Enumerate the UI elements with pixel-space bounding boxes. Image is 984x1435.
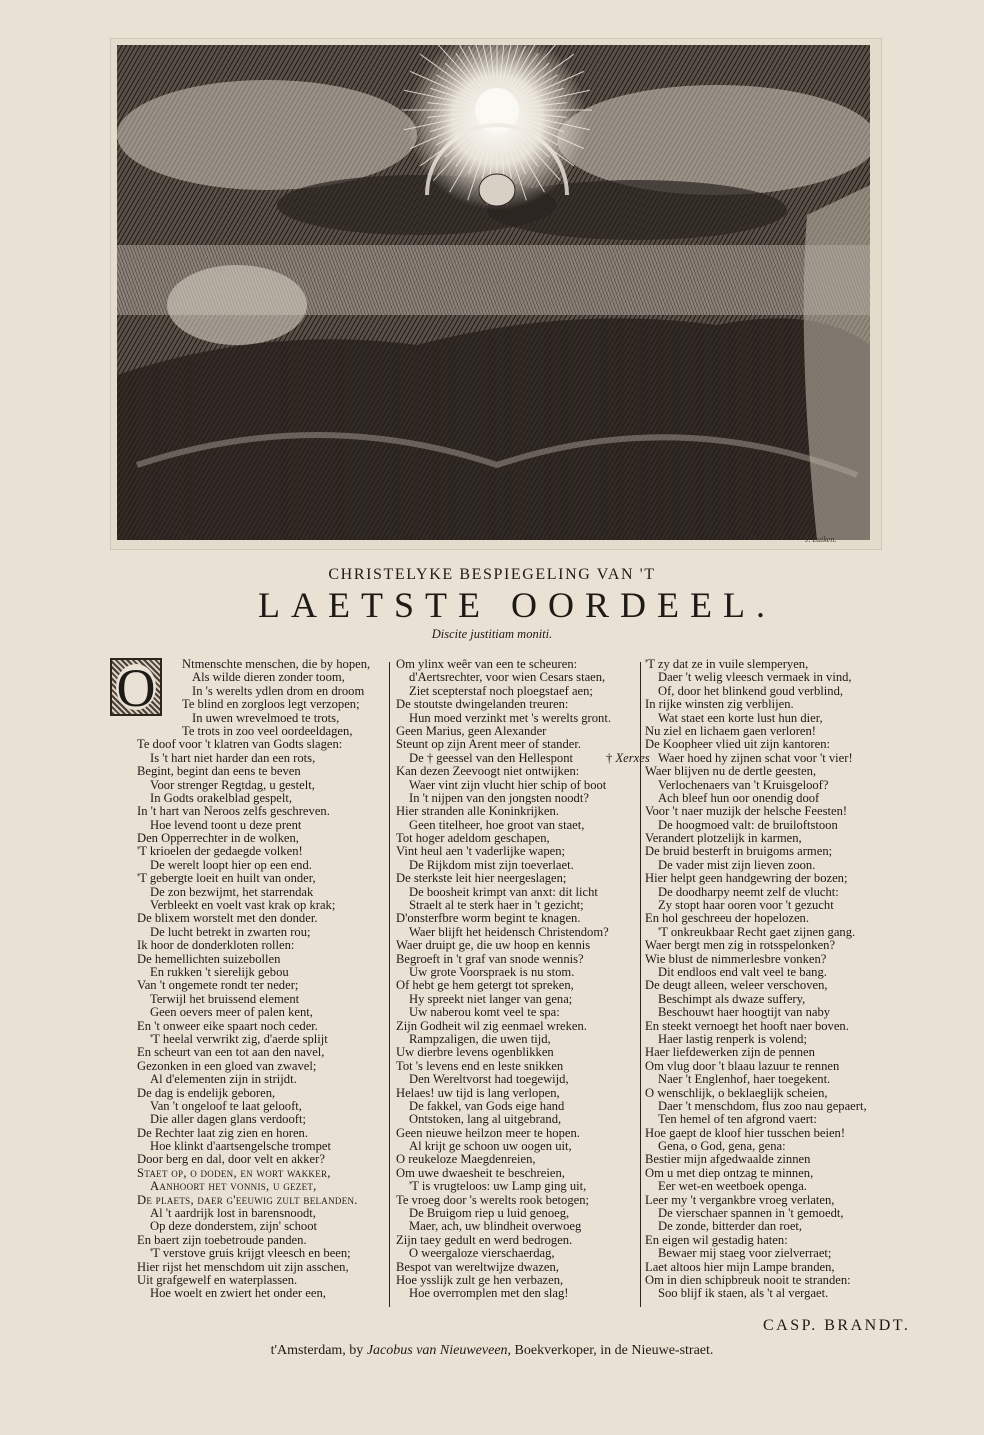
imprint-publisher: Jacobus van Nieuweveen <box>366 1343 508 1358</box>
poem-line: Geen Marius, geen Alexander <box>396 723 547 738</box>
poem-line: Aanhoort het vonnis, u gezet, <box>150 1179 317 1194</box>
poem-line: 'T verstove gruis krijgt vleesch en been; <box>150 1246 351 1261</box>
poem-line: 'T zy dat ze in vuile slemperyen, <box>645 657 809 671</box>
poem-line: Of, door het blinkend goud verblind, <box>658 683 844 698</box>
poem-line: Uw naberou komt veel te spa: <box>409 1005 560 1020</box>
note-text: Xerxes <box>615 750 650 765</box>
poem-line: Bespot van wereltwijze dwazen, <box>396 1259 559 1274</box>
poem-line: Straelt al te sterk haer in 't gezicht; <box>409 898 584 913</box>
poem-line: Hier helpt geen handgewring der bozen; <box>645 871 848 886</box>
poem-line: En steekt vernoegt het hooft naer boven. <box>645 1018 849 1033</box>
poem-line: Eer wet-en weetboek openga. <box>658 1179 807 1194</box>
poem-line: Waer druipt ge, die uw hoop en kennis <box>396 938 591 953</box>
poem-line: De Koopheer vlied uit zijn kantoren: <box>645 737 831 752</box>
poem-line: Den Wereltvorst had toegewijd, <box>409 1072 569 1087</box>
poem-column-3 <box>645 658 867 1301</box>
poem-line: Te trots in zoo veel oordeeldagen, <box>182 723 353 738</box>
poem-line: Of hebt ge hem getergt tot spreken, <box>396 978 574 993</box>
drop-cap-letter: O <box>116 658 156 718</box>
poem-line: De blixem worstelt met den donder. <box>137 911 318 926</box>
poem-line: Te doof voor 't klatren van Godts slagen: <box>137 737 343 752</box>
poem-line: De Rechter laat zig zien en horen. <box>137 1125 308 1140</box>
poem-line: 'T gebergte loeit en huilt van onder, <box>137 871 316 886</box>
poem-line: Rampzaligen, die uwen tijd, <box>409 1031 551 1046</box>
poem-line: Leer my 't vergankbre vroeg verlaten, <box>645 1192 835 1207</box>
poem-line: Zy stopt haar ooren voor 't gezucht <box>658 898 834 913</box>
poem-line: Uw grote Voorspraek is nu stom. <box>409 964 575 979</box>
poem-line: Wie blust de nimmerlesbre vonken? <box>645 951 827 966</box>
poem-line: Hoe klinkt d'aartsengelsche trompet <box>150 1139 331 1154</box>
imprint <box>0 1343 984 1359</box>
poem-line: D'onsterfbre worm begint te knagen. <box>396 911 581 926</box>
poem-line: De dag is endelijk geboren, <box>137 1085 276 1100</box>
poem-line: De Bruigom riep u luid genoeg, <box>409 1206 570 1221</box>
poem-line: De sterkste leit hier neergeslagen; <box>396 871 567 886</box>
poem-line: De hoogmoed valt: de bruiloftstoon <box>658 817 838 832</box>
poem-line: In 's werelts ydlen drom en droom <box>192 683 365 698</box>
poem-line: Om vlug door 't blaau lazuur te rennen <box>645 1058 840 1073</box>
poem-line: De plaets, daer g'eeuwig zult belanden. <box>137 1192 358 1207</box>
poem-line: Voor 't naer muzijk der helsche Feesten! <box>645 804 848 819</box>
poem-line: Naer 't Englenhof, haer toegekent. <box>658 1072 831 1087</box>
crowd <box>117 318 870 540</box>
poem-line: Geen nieuwe heilzon meer te hopen. <box>396 1125 580 1140</box>
poem-line: Laet altoos hier mijn Lampe branden, <box>645 1259 835 1274</box>
poem-line: Geen titelheer, hoe groot van staet, <box>409 817 585 832</box>
poem-line: Verandert plotzelijk in karmen, <box>645 831 802 846</box>
poem-line: Om in dien schipbreuk nooit te stranden: <box>645 1272 851 1287</box>
poem-line: Steunt op zijn Arent meer of stander. <box>396 737 582 752</box>
poem-line: En hol geschreeu der hopelozen. <box>645 911 810 926</box>
poem-line: Daer 't menschdom, flus zoo nau gepaert, <box>658 1098 867 1113</box>
poem-line: Hoe ysslijk zult ge hen verbazen, <box>396 1272 564 1287</box>
poem-line: De boosheit krimpt van anxt: dit licht <box>409 884 598 899</box>
poem-line: Ntmenschte menschen, die by hopen, <box>182 657 371 671</box>
poem-line: Om u met diep ontzag te minnen, <box>645 1165 814 1180</box>
poem-line: Hun moed verzinkt met 's werelts gront. <box>409 710 611 725</box>
poem-line: Beschouwt haer hoogtijt van naby <box>658 1005 831 1020</box>
poem-line: Hoe overromplen met den slag! <box>409 1286 569 1301</box>
engraver-signature: J. Luiken. <box>805 535 837 544</box>
poem-line: Ach bleef hun oor onendig doof <box>658 790 820 805</box>
poem-line: Dit endloos end valt veel te bang. <box>658 964 827 979</box>
poem-line: Kan dezen Zeevoogt niet ontwijken: <box>396 764 580 779</box>
poem-line: Nu ziel en lichaem gaen verloren! <box>645 723 816 738</box>
poem-line: 'T heelal verwrikt zig, d'aerde splijt <box>150 1031 328 1046</box>
poem-line: In 't nijpen van den jongsten noodt? <box>409 790 589 805</box>
poem-line: Den Opperrechter in de wolken, <box>137 831 299 846</box>
margin-note <box>606 752 650 765</box>
poem-line: Ontstoken, lang al uitgebrand, <box>409 1112 562 1127</box>
poem-line: En eigen wil gestadig haten: <box>645 1232 788 1247</box>
poem-line: De fakkel, van Gods eige hand <box>409 1098 565 1113</box>
poem-line: De vader mist zijn lieven zoon. <box>658 857 816 872</box>
poem-line: Vint heul aen 't vaderlijke wapen; <box>396 844 566 859</box>
poem-line: Haer liefdewerken zijn de pennen <box>645 1045 815 1060</box>
globe <box>479 174 515 206</box>
poem-line: Wat staet een korte lust hun dier, <box>658 710 823 725</box>
poem-line: De doodharpy neemt zelf de vlucht: <box>658 884 839 899</box>
poem-line: 'T is vrugteloos: uw Lamp ging uit, <box>409 1179 587 1194</box>
poem-line: En 't onweer eike spaart noch ceder. <box>137 1018 318 1033</box>
poem-line: Van 't ongemete rondt ter neder; <box>137 978 299 993</box>
poem-line: Te blind en zorgloos legt verzopen; <box>182 697 360 712</box>
poem-line: Begint, begint dan eens te beven <box>137 764 301 779</box>
poem-line: Die aller dagen glans verdooft; <box>150 1112 306 1127</box>
poem-line: In uwen wrevelmoed te trots, <box>192 710 340 725</box>
column-divider <box>389 662 390 1307</box>
last-judgment-engraving <box>117 45 870 540</box>
poem-line: In Godts orakelblad gespelt, <box>150 790 292 805</box>
poem-line: Voor strenger Regtdag, u gestelt, <box>150 777 315 792</box>
poem-line: Hy spreekt niet langer van gena; <box>409 991 573 1006</box>
poem-line: Om uwe dwaesheit te beschreien, <box>396 1165 565 1180</box>
poem-line: d'Aertsrechter, voor wien Cesars staen, <box>409 670 606 685</box>
poem-line: 'T krioelen der gedaegde volken! <box>137 844 303 859</box>
poem-line: Daer 't welig vleesch vermaek in vind, <box>658 670 852 685</box>
poem-line: Waer hoed hy zijnen schat voor 't vier! <box>658 750 853 765</box>
poem-line: Waer blijven nu de dertle geesten, <box>645 764 817 779</box>
poem-column-1 <box>137 658 370 1301</box>
poem-line: Beschimpt als dwaze suffery, <box>658 991 806 1006</box>
poem-line: Haer lastig renperk is volend; <box>658 1031 807 1046</box>
poem-line: Al d'elementen zijn in strijdt. <box>150 1072 297 1087</box>
poem-line: Al krijt ge schoon uw oogen uit, <box>409 1139 572 1154</box>
poem-line: Op deze donderstem, zijn' schoot <box>150 1219 317 1234</box>
subtitle: CHRISTELYKE BESPIEGELING VAN 'T <box>328 566 656 583</box>
poem-line: Hier rijst het menschdom uit zijn asschen, <box>137 1259 349 1274</box>
poem-line: Bestier mijn afgedwaalde zinnen <box>645 1152 811 1167</box>
poem-line: Gezonken in een gloed van zwavel; <box>137 1058 317 1073</box>
note-mark: † <box>606 750 613 765</box>
poem-line: De vierschaer spannen in 't gemoedt, <box>658 1206 844 1221</box>
poem-line: De † geessel van den Hellespont <box>409 750 574 765</box>
poem-line: En scheurt van een tot aan den navel, <box>137 1045 325 1060</box>
poem-line: Begroeft in 't graf van snode wennis? <box>396 951 584 966</box>
poem-line: Terwijl het bruissend element <box>150 991 300 1006</box>
poem-line: O wenschlijk, o beklaeglijk scheien, <box>645 1085 828 1100</box>
poem-line: De werelt loopt hier op een end. <box>150 857 312 872</box>
poem-line: Gena, o God, gena, gena: <box>658 1139 786 1154</box>
poem-line: Hoe levend toont u deze prent <box>150 817 302 832</box>
poem-line: Tot 's levens end en leste snikken <box>396 1058 564 1073</box>
poem-line: Tot hoger adeldom geschapen, <box>396 831 550 846</box>
poem-line: De deugt alleen, weleer verschoven, <box>645 978 828 993</box>
poem-line: De zon bezwijmt, het starrendak <box>150 884 314 899</box>
poem-line: De stoutste dwingelanden treuren: <box>396 697 569 712</box>
poem-line: Maer, ach, uw blindheit overwoeg <box>409 1219 582 1234</box>
poem-line: Van 't ongeloof te laat gelooft, <box>150 1098 302 1113</box>
motto: Discite justitiam moniti. <box>431 627 553 641</box>
poem-line: Verbleekt en voelt vast krak op krak; <box>150 898 336 913</box>
poem-line: Te vroeg door 's werelts rook betogen; <box>396 1192 590 1207</box>
poem-line: Hier stranden alle Koninkrijken. <box>396 804 559 819</box>
poem-line: Als wilde dieren zonder toom, <box>192 670 345 685</box>
poem-line: Om ylinx weêr van een te scheuren: <box>396 657 578 671</box>
poem-line: En baert zijn toebetroude panden. <box>137 1232 307 1247</box>
imprint-suffix: , Boekverkoper, in de Nieuwe-straet. <box>507 1343 714 1358</box>
poem-line: De hemellichten suizebollen <box>137 951 281 966</box>
poem-line: Zijn Godheit wil zig eenmael wreken. <box>396 1018 587 1033</box>
poem-line: Waer vint zijn vlucht hier schip of boot <box>409 777 607 792</box>
poem-line: In 't hart van Neroos zelfs geschreven. <box>137 804 330 819</box>
poem-line: O reukeloze Maegdenreien, <box>396 1152 536 1167</box>
poem-line: Geen oevers meer of palen kent, <box>150 1005 313 1020</box>
poem-line: Verlochenaers van 't Kruisgeloof? <box>658 777 829 792</box>
poem-line: Is 't hart niet harder dan een rots, <box>150 750 316 765</box>
poem-line: Bewaer mij staeg voor zielverraet; <box>658 1246 832 1261</box>
poem-line: Hoe woelt en zwiert het onder een, <box>150 1286 326 1301</box>
poem-line: 'T onkreukbaar Recht gaet zijnen gang. <box>658 924 856 939</box>
poem-line: Al 't aardrijk lost in barensnoodt, <box>150 1206 316 1221</box>
poem-line: O weergaloze vierschaerdag, <box>409 1246 555 1261</box>
poem-line: Soo blijf ik staen, als 't al vergaet. <box>658 1286 829 1301</box>
poem-line: Waer blijft het heidensch Christendom? <box>409 924 609 939</box>
poem-line: Helaes! uw tijd is lang verlopen, <box>396 1085 560 1100</box>
poem-line: De lucht betrekt in zwarten rou; <box>150 924 311 939</box>
poem-line: De bruid besterft in bruigoms armen; <box>645 844 833 859</box>
poem-line: En rukken 't sierelijk gebou <box>150 964 289 979</box>
poem-line: De zonde, bitterder dan roet, <box>658 1219 803 1234</box>
poem-line: Uw dierbre levens ogenblikken <box>396 1045 554 1060</box>
poem-line: Door berg en dal, door velt en akker? <box>137 1152 325 1167</box>
poem-column-2 <box>396 658 611 1301</box>
poem-line: In rijke winsten zig verblijen. <box>645 697 794 712</box>
imprint-prefix: t'Amsterdam, by <box>270 1343 364 1358</box>
poem-line: Ziet scepterstaf noch ploegstaef aen; <box>409 683 593 698</box>
poem-line: Uit grafgewelf en waterplassen. <box>137 1272 298 1287</box>
poem-line: De Rijkdom mist zijn toeverlaet. <box>409 857 574 872</box>
author: CASP. BRANDT. <box>763 1317 911 1334</box>
poem-line: Hoe gaept de kloof hier tusschen beien! <box>645 1125 846 1140</box>
poem-line: Zijn taey gedult en werd bedrogen. <box>396 1232 573 1247</box>
page-title: LAETSTE OORDEEL. <box>258 585 776 625</box>
poem-line: Ik hoor de donderkloten rollen: <box>137 938 295 953</box>
rock <box>804 185 870 540</box>
poem-line: Staet op, o doden, en wort wakker, <box>137 1165 331 1180</box>
poem-line: Ten hemel of ten afgrond vaert: <box>658 1112 817 1127</box>
poem-line: Waer bergt men zig in rotsspelonken? <box>645 938 836 953</box>
